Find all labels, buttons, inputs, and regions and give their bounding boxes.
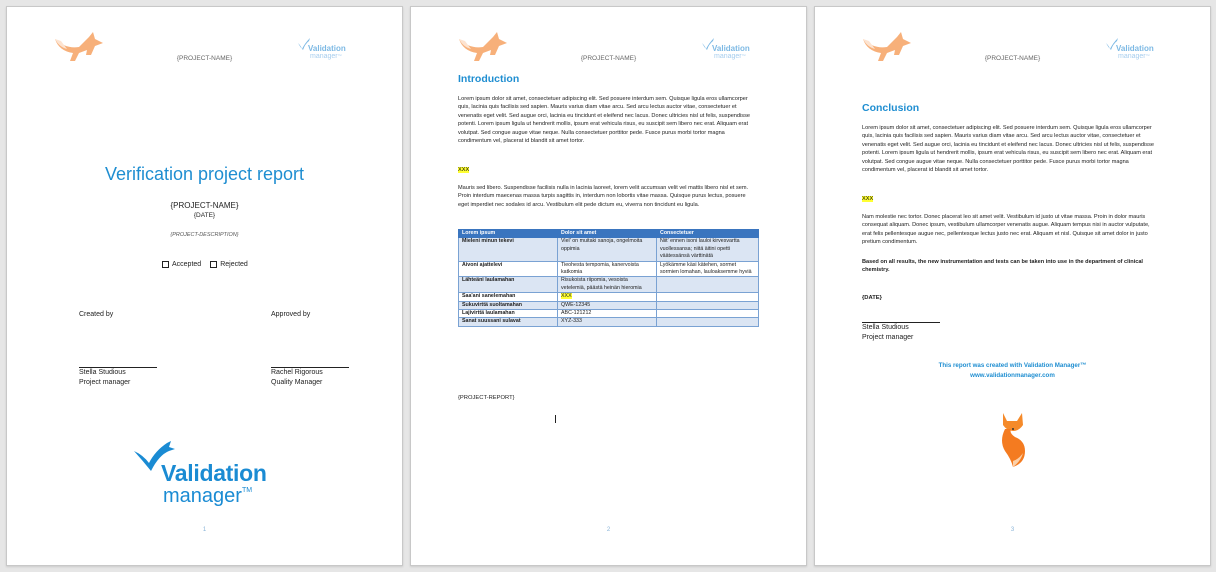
table-cell: QWE-12345 bbox=[558, 301, 657, 309]
page-number: 2 bbox=[606, 527, 611, 533]
table-row bbox=[459, 301, 759, 309]
project-name: {PROJECT-NAME} bbox=[170, 201, 239, 210]
highlighted-placeholder: XXX bbox=[862, 196, 874, 202]
intro-paragraph: Lorem ipsum dolor sit amet, consectetuer adipiscing elit. Sed posuere interdum sem. Quisque ligula eros ullamcorper quis, lacinia quis facilisis sed sapien. Mauris varius diam vitae arcu. Sed arcu lectus auctor vitae, consectetuer et venenatis eget velit. Sed augue orci, lacinia eu tincidunt et eleifend nec lacus. Donec ultricies nisl ut felis, suspendisse potenti. Lorem ipsum ligula ut hendrerit mollis, ipsum erat vehicula risus, eu suscipit sem libero nec erat. Aliquam erat volutpat. Sed congue augue vitae neque. Nulla consectetuer porttitor pede. Fusce purus morbi tortor magna condimentum vel, placerat id blandit sit amet tortor. bbox=[458, 96, 750, 145]
table-cell: Sukuvirttä suoltamahan bbox=[459, 301, 558, 309]
page-number: 3 bbox=[1010, 527, 1015, 533]
creator-signature-line bbox=[79, 367, 157, 368]
table-cell: Viel' on muitaki sanoja, ongelmoita oppimia bbox=[558, 238, 657, 261]
validation-manager-header-logo bbox=[1105, 37, 1155, 63]
validation-manager-header-logo bbox=[701, 37, 751, 63]
creator-role: Project manager bbox=[79, 379, 131, 386]
data-table bbox=[458, 229, 759, 327]
table-cell: Aivoni ajattelevi bbox=[459, 261, 558, 277]
body-paragraph: Mauris sed libero. Suspendisse facilisis nulla in lacinia laoreet, lorem velit accumsan velit vel mattis libero nisl et sem. Proin interdum maecenas massa turpis sagittis in, interdum non lobortis vitae massa. Quisque purus lectus, posuere eget imperdiet nec sodales id arcu. Vestibulum elit pede dictum eu, viverra non tincidunt eu ligula. bbox=[458, 185, 749, 208]
validation-manager-logo bbox=[133, 437, 283, 517]
column-header: Dolor sit amet bbox=[558, 230, 657, 238]
creator-name: Stella Studious bbox=[79, 369, 126, 376]
page-number: 1 bbox=[202, 527, 207, 533]
header-logo-line1: Validation bbox=[308, 44, 346, 53]
table-cell bbox=[657, 293, 759, 301]
table-cell bbox=[657, 277, 759, 293]
table-row bbox=[459, 277, 759, 293]
table-cell: XYZ-333 bbox=[558, 318, 657, 326]
table-cell: ABC-121212 bbox=[558, 310, 657, 318]
table-cell bbox=[657, 301, 759, 309]
highlighted-placeholder: XXX bbox=[458, 167, 470, 173]
header-logo-line2: manager™ bbox=[1118, 53, 1150, 60]
credit-line: This report was created with Validation Manager™ bbox=[938, 362, 1087, 369]
table-row bbox=[459, 238, 759, 261]
table-row bbox=[459, 310, 759, 318]
signer-name: Stella Studious bbox=[862, 324, 909, 331]
logo-line1: Validation bbox=[161, 460, 267, 486]
approver-role: Quality Manager bbox=[271, 379, 323, 386]
project-description: {PROJECT-DESCRIPTION} bbox=[170, 232, 239, 238]
header-logo-line2: manager™ bbox=[714, 53, 746, 60]
table-cell: Mieleni minun tekevi bbox=[459, 238, 558, 261]
column-header: Lorem ipsum bbox=[459, 230, 558, 238]
table-cell: Lyökämme käsi kätehen, sormet sormien lomahan, lauloaksemme hyviä bbox=[657, 261, 759, 277]
table-cell: Risukoista riipomia, vesoista vetelemiä, päästä heinän hieromia bbox=[558, 277, 657, 293]
header-project-name: {PROJECT-NAME} bbox=[984, 55, 1041, 62]
report-title: Verification project report bbox=[104, 164, 305, 184]
conclusion-statement: Based on all results, the new instrumentation and tests can be taken into use in the department of clinical chemistry. bbox=[862, 259, 1143, 274]
document-page-2 bbox=[410, 6, 807, 566]
table-cell bbox=[657, 310, 759, 318]
validation-manager-header-logo bbox=[297, 37, 347, 63]
table-row bbox=[459, 293, 759, 301]
section-heading: Introduction bbox=[458, 73, 520, 85]
project-report-placeholder: {PROJECT-REPORT} bbox=[458, 395, 515, 401]
website-link[interactable]: www.validationmanager.com bbox=[970, 372, 1055, 379]
approver-name: Rachel Rigorous bbox=[271, 369, 323, 376]
header-project-name: {PROJECT-NAME} bbox=[176, 55, 233, 62]
approval-checkboxes bbox=[162, 261, 248, 268]
rejected-checkbox[interactable] bbox=[210, 261, 217, 268]
header-logo-line1: Validation bbox=[1116, 44, 1154, 53]
approver-signature-line bbox=[271, 367, 349, 368]
header-logo-line1: Validation bbox=[712, 44, 750, 53]
table-cell: Saa'ani sanelemahan bbox=[459, 293, 558, 301]
table-row bbox=[459, 261, 759, 277]
document-page-1 bbox=[6, 6, 403, 566]
created-by-label: Created by bbox=[79, 311, 114, 318]
table-header-row bbox=[459, 230, 759, 238]
accepted-label: Accepted bbox=[172, 261, 202, 268]
conclusion-date: {DATE} bbox=[862, 295, 882, 301]
table-cell: Sanat suussani sulavat bbox=[459, 318, 558, 326]
body-paragraph: Nam molestie nec tortor. Donec placerat leo sit amet velit. Vestibulum id justo ut vitae massa. Proin in dolor mauris consequat aliquam. Donec ipsum, vestibulum ullamcorper venenatis augue. Aliquam tempus nisi in auctor vulputate, erat felis pellentesque augue nec, pellentesque lectus justo nec erat. Aliquam et nisl. Quisque sit amet dolor in justo pretium condimentum. bbox=[862, 214, 1150, 246]
signature-line bbox=[862, 322, 940, 323]
logo-line2: manager™ bbox=[163, 485, 253, 507]
table-cell bbox=[558, 293, 657, 301]
column-header: Consectetuer bbox=[657, 230, 759, 238]
signer-role: Project manager bbox=[862, 334, 914, 341]
accepted-checkbox[interactable] bbox=[162, 261, 169, 268]
table-cell: Lähteäni laulamahan bbox=[459, 277, 558, 293]
header-logo-line2: manager™ bbox=[310, 53, 342, 60]
section-heading: Conclusion bbox=[862, 102, 920, 114]
project-date: {DATE} bbox=[193, 212, 216, 219]
header-project-name: {PROJECT-NAME} bbox=[580, 55, 637, 62]
table-cell bbox=[657, 318, 759, 326]
conclusion-paragraph: Lorem ipsum dolor sit amet, consectetuer adipiscing elit. Sed posuere interdum sem. Quisque ligula eros ullamcorper quis, lacinia quis facilisis sed sapien. Mauris varius diam vitae arcu. Sed arcu lectus auctor vitae, consectetuer et venenatis eget velit. Sed augue orci, lacinia eu tincidunt et eleifend nec lacus. Donec ultricies nisl ut felis, suspendisse potenti. Lorem ipsum ligula ut hendrerit mollis, ipsum erat vehicula risus, eu suscipit sem libero nec erat. Aliquam erat volutpat. Sed congue augue vitae neque. Nulla consectetuer porttitor pede. Fusce purus morbi tortor magna condimentum vel, placerat id blandit sit amet tortor. bbox=[862, 125, 1154, 174]
document-page-3 bbox=[814, 6, 1211, 566]
table-cell: Tieohesta tempomia, kanervoista katkomia bbox=[558, 261, 657, 277]
text-cursor[interactable] bbox=[555, 415, 556, 423]
table-cell: Lajivirttä laulamahan bbox=[459, 310, 558, 318]
rejected-label: Rejected bbox=[220, 261, 248, 268]
highlighted-cell-value: XXX bbox=[561, 293, 572, 300]
table-row bbox=[459, 318, 759, 326]
approved-by-label: Approved by bbox=[271, 311, 311, 318]
table-cell: Niit' ennen isoni lauloi kirvesvartta vuollessansa; niitä äitini opetti väätessänsä värttinätä bbox=[657, 238, 759, 261]
sitting-fox-icon bbox=[997, 411, 1029, 467]
